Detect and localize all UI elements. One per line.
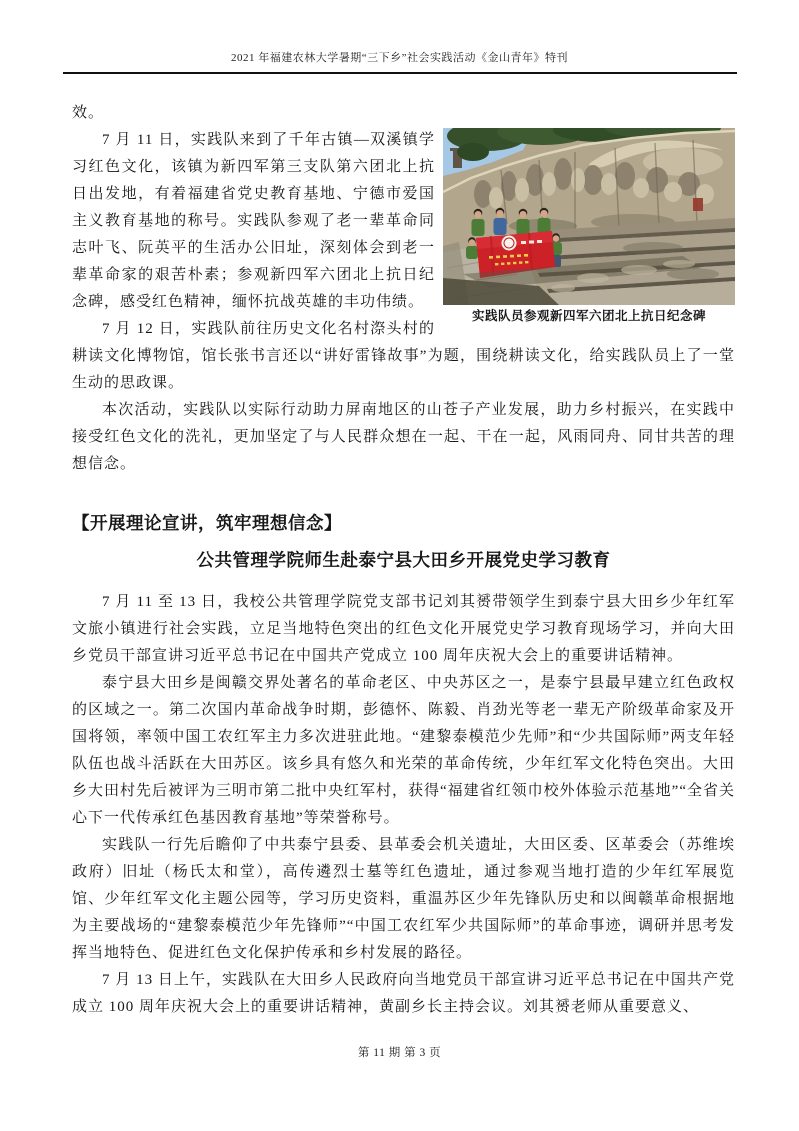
article-title: 公共管理学院师生赴泰宁县大田乡开展党史学习教育 xyxy=(196,550,611,570)
photo-figure xyxy=(443,128,735,325)
memorial-group-photo xyxy=(443,128,735,305)
header-rule xyxy=(63,72,737,74)
section-heading: 【开展理论宣讲，筑牢理想信念】 xyxy=(72,513,342,533)
page-header-title: 2021 年福建农林大学暑期“三下乡”社会实践活动《金山青年》特刊 xyxy=(230,52,568,64)
seal-carving xyxy=(693,198,703,211)
page-footer: 第 11 期 第 3 页 xyxy=(357,1047,442,1059)
paragraph: 7 月 11 日，实践队来到了千年古镇—双溪镇学习红色文化，该镇为新四军第三支队第六团北上抗日出发地，有着福建省党史教育基地、宁德市爱国主义教育基地的称号。实践队参观了老一辈革命同志叶飞、阮英平的生活办公旧址，深刻体会到老一辈革命家的艰苦朴素；参观新四军六团北上抗日纪念碑，感受红色精神，缅怀抗战英雄的丰功伟绩。 xyxy=(72,132,435,310)
paragraph: 7 月 12 日，实践队前往历史文化名村漈头村的耕读文化博物馆，馆长张书言还以“讲好雷锋故事”为题，围绕耕读文化，给实践队员上了一堂生动的思政课。 xyxy=(72,321,735,391)
paragraph: 实践队一行先后瞻仰了中共泰宁县委、县革委会机关遗址，大田区委、区革委会（苏维埃政府）旧址（杨氏太和堂），高传遴烈士墓等红色遗址，通过参观当地打造的少年红军展览馆、少年红军文化主题公园等，学习历史资料，重温苏区少年先锋队历史和以闽赣革命根据地为主要战场的“建黎泰模范少年先锋师”“中国工农红军少共国际师”的革命事迹，调研并思考发挥当地特色、促进红色文化保护传承和乡村发展的路径。 xyxy=(72,837,735,961)
photo-caption: 实践队员参观新四军六团北上抗日纪念碑 xyxy=(471,309,706,323)
page-body xyxy=(72,100,735,1021)
paragraph: 7 月 13 日上午，实践队在大田乡人民政府向当地党员干部宣讲习近平总书记在中国共产党成立 100 周年庆祝大会上的重要讲话精神，黄副乡长主持会议。刘其赟老师从重要意义、 xyxy=(72,972,735,1015)
paragraph: 泰宁县大田乡是闽赣交界处著名的革命老区、中央苏区之一，是泰宁县最早建立红色政权的区域之一。第二次国内革命战争时期，彭德怀、陈毅、肖劲光等老一辈无产阶级革命家及开国将领，率领中国工农红军主力多次进驻此地。“建黎泰模范少先师”和“少共国际师”两支年轻队伍也战斗活跃在大田苏区。该乡具有悠久和光荣的革命传统，少年红军文化特色突出。大田乡大田村先后被评为三明市第二批中央红军村，获得“福建省红领巾校外体验示范基地”“全省关心下一代传承红色基因教育基地”等荣誉称号。 xyxy=(72,675,735,826)
paragraph: 本次活动，实践队以实际行动助力屏南地区的山苍子产业发展，助力乡村振兴，在实践中接受红色文化的洗礼，更加坚定了与人民群众想在一起、干在一起，风雨同舟、同甘共苦的理想信念。 xyxy=(72,402,735,472)
paragraph-continuation: 效。 xyxy=(72,105,105,121)
paragraph: 7 月 11 至 13 日，我校公共管理学院党支部书记刘其赟带领学生到泰宁县大田乡少年红军文旅小镇进行社会实践，立足当地特色突出的红色文化开展党史学习教育现场学习，并向大田乡党员干部宣讲习近平总书记在中国共产党成立 100 周年庆祝大会上的重要讲话精神。 xyxy=(72,594,735,664)
